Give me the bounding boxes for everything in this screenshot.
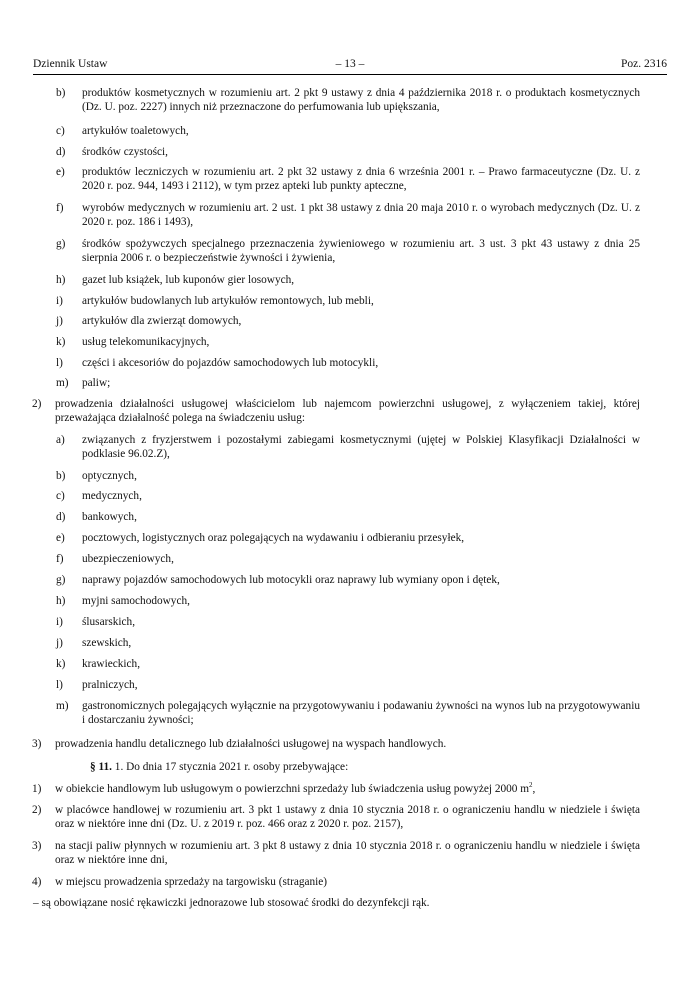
list-item	[56, 165, 640, 193]
list-item-text: prowadzenia działalności usługowej właścicielom lub najemcom powierzchni usługowej, z wyłączeniem takiej, której przeważająca działalność polega na świadczeniu usług:	[55, 398, 640, 425]
list-item-label: d)	[56, 511, 66, 523]
list-item	[56, 145, 640, 159]
list-item-text: artykułów dla zwierząt domowych,	[82, 315, 242, 327]
list-item-text: prowadzenia handlu detalicznego lub działalności usługowej na wyspach handlowych.	[55, 738, 447, 750]
list-item-label: f)	[56, 553, 64, 565]
list-item-label: f)	[56, 202, 64, 214]
list-item	[56, 469, 640, 483]
list-item-text: krawieckich,	[82, 658, 141, 670]
list-item-label: g)	[56, 574, 66, 586]
list-item-text: części i akcesoriów do pojazdów samochodowych lub motocykli,	[82, 357, 379, 369]
list-item	[32, 803, 640, 831]
list-item-label: d)	[56, 146, 66, 158]
list-item-label: 3)	[32, 738, 42, 750]
list-item-label: h)	[56, 595, 66, 607]
list-item	[32, 781, 640, 796]
list-item-label: i)	[56, 295, 63, 307]
list-item-text: w placówce handlowej w rozumieniu art. 3 pkt 1 ustawy z dnia 10 stycznia 2018 r. o ograniczeniu handlu w niedziele i święta oraz w niektóre inne dni (Dz. U. z 2019 r. poz. 466 oraz z 2020 r. poz. 2157),	[55, 804, 640, 831]
list-item-text: szewskich,	[82, 637, 132, 649]
section-11-intro	[90, 760, 348, 774]
list-item-text: związanych z fryzjerstwem i pozostałymi zabiegami kosmetycznymi (ujętej w Polskiej Klasyfikacji Działalności w podklasie 96.02.Z),	[82, 434, 640, 461]
list-item	[32, 875, 640, 889]
list-item-text: bankowych,	[82, 511, 137, 523]
list-item-text: medycznych,	[82, 490, 142, 502]
list-item	[32, 737, 640, 751]
list-item	[56, 314, 640, 328]
list-item-text: artykułów toaletowych,	[82, 125, 189, 137]
list-item-text: w miejscu prowadzenia sprzedaży na targowisku (straganie)	[55, 876, 328, 888]
list-item-text: produktów leczniczych w rozumieniu art. 2 pkt 32 ustawy z dnia 6 września 2001 r. – Prawo farmaceutyczne (Dz. U. z 2020 r. poz. 944, 1493 i 2112), w tym przez apteki lub punkty apteczne,	[82, 166, 640, 193]
list-item-label: j)	[56, 315, 63, 327]
list-item	[32, 839, 640, 867]
superscript: 2	[529, 781, 533, 790]
list-item-label: i)	[56, 616, 63, 628]
list-item-text: artykułów budowlanych lub artykułów remontowych, lub mebli,	[82, 295, 374, 307]
list-item	[56, 657, 640, 671]
list-item-label: 3)	[32, 840, 42, 852]
list-item-label: h)	[56, 274, 66, 286]
list-item	[56, 201, 640, 229]
list-item	[56, 237, 640, 265]
list-item-label: e)	[56, 532, 65, 544]
list-item-label: 4)	[32, 876, 42, 888]
list-item	[56, 294, 640, 308]
list-item	[56, 356, 640, 370]
list-item-text: w obiekcie handlowym lub usługowym o powierzchni sprzedaży lub świadczenia usług powyżej 2000 $m^2$,	[55, 781, 536, 795]
list-item-text: gazet lub książek, lub kuponów gier losowych,	[82, 274, 295, 286]
list-item	[56, 552, 640, 566]
list-item	[56, 699, 640, 727]
list-item	[56, 615, 640, 629]
page-number: – 13 –	[335, 58, 365, 70]
list-item	[56, 335, 640, 349]
list-item-label: a)	[56, 434, 65, 446]
list-item-label: b)	[56, 470, 66, 482]
list-item	[56, 594, 640, 608]
list-item-text: środków czystości,	[82, 146, 168, 158]
position-number: Poz. 2316	[621, 58, 667, 70]
section-heading: § 11.	[90, 761, 112, 773]
list-item	[56, 273, 640, 287]
list-item-text: usług telekomunikacyjnych,	[82, 336, 210, 348]
list-item-label: c)	[56, 125, 65, 137]
list-item-text: środków spożywczych specjalnego przeznaczenia żywieniowego w rozumieniu art. 3 ust. 3 pkt 43 ustawy z dnia 25 sierpnia 2006 r. o bezpieczeństwie żywności i żywienia,	[82, 238, 640, 265]
list-item-label: 2)	[32, 398, 42, 410]
list-item-label: 2)	[32, 804, 42, 816]
list-item	[32, 397, 640, 425]
list-item-label: l)	[56, 679, 63, 691]
list-item-text: ślusarskich,	[82, 616, 136, 628]
list-item-label: e)	[56, 166, 65, 178]
list-item-label: m)	[56, 377, 69, 389]
list-item-label: k)	[56, 658, 66, 670]
list-item	[56, 510, 640, 524]
page-header	[33, 58, 667, 75]
list-item-text: pralniczych,	[82, 679, 138, 691]
list-item	[56, 376, 640, 390]
list-item-text: na stacji paliw płynnych w rozumieniu art. 3 pkt 8 ustawy z dnia 10 stycznia 2018 r. o ograniczeniu handlu w niedziele i święta oraz w niektóre inne dni,	[55, 840, 640, 867]
list-item-text: ubezpieczeniowych,	[82, 553, 174, 565]
list-item	[56, 531, 640, 545]
list-item	[56, 433, 640, 461]
list-item-text: pocztowych, logistycznych oraz polegających na wydawaniu i odbieraniu przesyłek,	[82, 532, 465, 544]
list-item-text: optycznych,	[82, 470, 137, 482]
list-item-text: myjni samochodowych,	[82, 595, 190, 607]
list-item-label: 1)	[32, 783, 42, 795]
list-item	[56, 124, 640, 138]
list-item	[56, 489, 640, 503]
closing-clause: – są obowiązane nosić rękawiczki jednorazowe lub stosować środki do dezynfekcji rąk.	[33, 897, 430, 909]
list-item-label: b)	[56, 87, 66, 99]
list-item-label: m)	[56, 700, 69, 712]
list-item-text: wyrobów medycznych w rozumieniu art. 2 ust. 1 pkt 38 ustawy z dnia 20 maja 2010 r. o wyrobach medycznych (Dz. U. z 2020 r. poz. 186 i 1493),	[82, 202, 640, 229]
list-item-text: produktów kosmetycznych w rozumieniu art. 2 pkt 9 ustawy z dnia 4 października 2018 r. o produktach kosmetycznych (Dz. U. poz. 2227) innych niż przeznaczone do perfumowania lub upiększania,	[82, 87, 640, 114]
list-item-text: paliw;	[82, 377, 111, 389]
list-item-text: naprawy pojazdów samochodowych lub motocykli oraz naprawy lub wymiany opon i dętek,	[82, 574, 500, 586]
list-item-label: g)	[56, 238, 66, 250]
list-item	[56, 86, 640, 114]
journal-title: Dziennik Ustaw	[33, 58, 108, 70]
list-item	[56, 636, 640, 650]
list-item-label: k)	[56, 336, 66, 348]
list-item-label: j)	[56, 637, 63, 649]
section-intro-text: 1. Do dnia 17 stycznia 2021 r. osoby przebywające:	[111, 761, 349, 773]
list-item-label: c)	[56, 490, 65, 502]
list-item	[56, 678, 640, 692]
list-item-label: l)	[56, 357, 63, 369]
list-item-text: gastronomicznych polegających wyłącznie na przygotowywaniu i podawaniu żywności na wynos lub na przygotowywaniu i dostarczaniu żywności;	[82, 700, 640, 727]
list-item	[56, 573, 640, 587]
